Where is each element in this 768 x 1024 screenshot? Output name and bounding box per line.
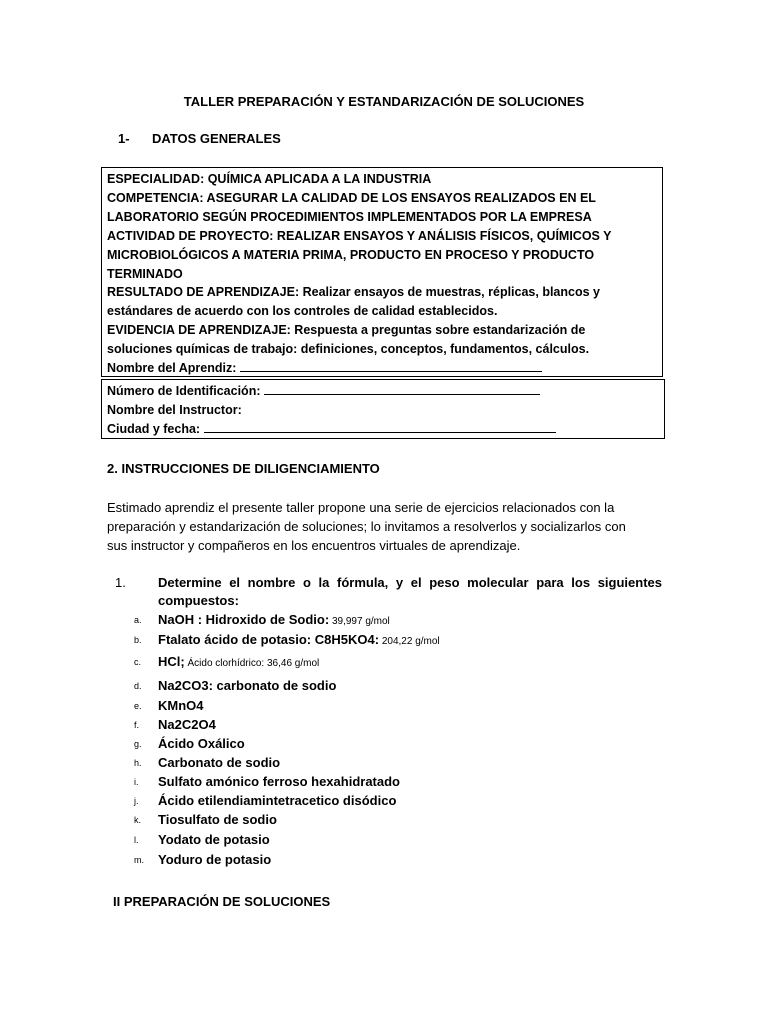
page-title: TALLER PREPARACIÓN Y ESTANDARIZACIÓN DE SOLUCIONES xyxy=(183,94,585,109)
resultado-line-1: RESULTADO DE APRENDIZAJE: Realizar ensayos de muestras, réplicas, blancos y xyxy=(107,285,600,300)
especialidad-line: ESPECIALIDAD: QUÍMICA APLICADA A LA INDUSTRIA xyxy=(107,172,432,186)
apprentice-name-blank[interactable] xyxy=(240,359,542,372)
evidencia-line-2: soluciones químicas de trabajo: definiciones, conceptos, fundamentos, cálculos. xyxy=(107,342,590,357)
actividad-line-1: ACTIVIDAD DE PROYECTO: REALIZAR ENSAYOS Y ANÁLISIS FÍSICOS, QUÍMICOS Y xyxy=(107,228,612,243)
intro-line-2: preparación y estandarización de soluciones; lo invitamos a resolverlos y socializarlos con xyxy=(107,519,626,534)
evidencia-line-1: EVIDENCIA DE APRENDIZAJE: Respuesta a preguntas sobre estandarización de xyxy=(107,323,586,338)
instructor-name-label: Nombre del Instructor: xyxy=(107,403,242,417)
section-number: 1- xyxy=(118,131,130,146)
city-date-field xyxy=(107,420,664,439)
section-instrucciones: 2. INSTRUCCIONES DE DILIGENCIAMIENTO xyxy=(107,461,380,476)
city-date-label: Ciudad y fecha: xyxy=(107,422,201,436)
city-date-blank[interactable] xyxy=(204,420,556,433)
intro-line-3: sus instructor y compañeros en los encuentros virtuales de aprendizaje. xyxy=(107,538,521,553)
section-datos-generales xyxy=(118,131,281,146)
instructor-name-field xyxy=(107,401,664,420)
id-number-blank[interactable] xyxy=(264,382,540,395)
actividad-line-3: TERMINADO xyxy=(107,266,183,281)
actividad-line-2: MICROBIOLÓGICOS A MATERIA PRIMA, PRODUCTO EN PROCESO Y PRODUCTO xyxy=(107,247,595,262)
question-text: Determine el nombre o la fórmula, y el peso molecular para los siguientes compuestos: xyxy=(158,575,662,608)
apprentice-name-field xyxy=(107,359,662,378)
id-number-label: Número de Identificación: xyxy=(107,384,261,398)
competencia-line-2: LABORATORIO SEGÚN PROCEDIMIENTOS IMPLEMENTADOS POR LA EMPRESA xyxy=(107,209,592,224)
intro-line-1: Estimado aprendiz el presente taller propone una serie de ejercicios relacionados con la xyxy=(107,500,615,515)
intro-paragraph xyxy=(107,498,667,555)
apprentice-name-label: Nombre del Aprendiz: xyxy=(107,361,237,376)
resultado-line-2: estándares de acuerdo con los controles de calidad establecidos. xyxy=(107,304,498,319)
competencia-line-1: COMPETENCIA: ASEGURAR LA CALIDAD DE LOS ENSAYOS REALIZADOS EN EL xyxy=(107,190,596,205)
identification-box xyxy=(101,379,665,439)
question-number: 1. xyxy=(115,575,126,590)
section-title: DATOS GENERALES xyxy=(152,131,281,146)
id-number-field xyxy=(107,382,664,401)
section-preparacion: II PREPARACIÓN DE SOLUCIONES xyxy=(113,894,331,909)
question-1 xyxy=(115,574,662,610)
general-data-box xyxy=(101,167,663,377)
